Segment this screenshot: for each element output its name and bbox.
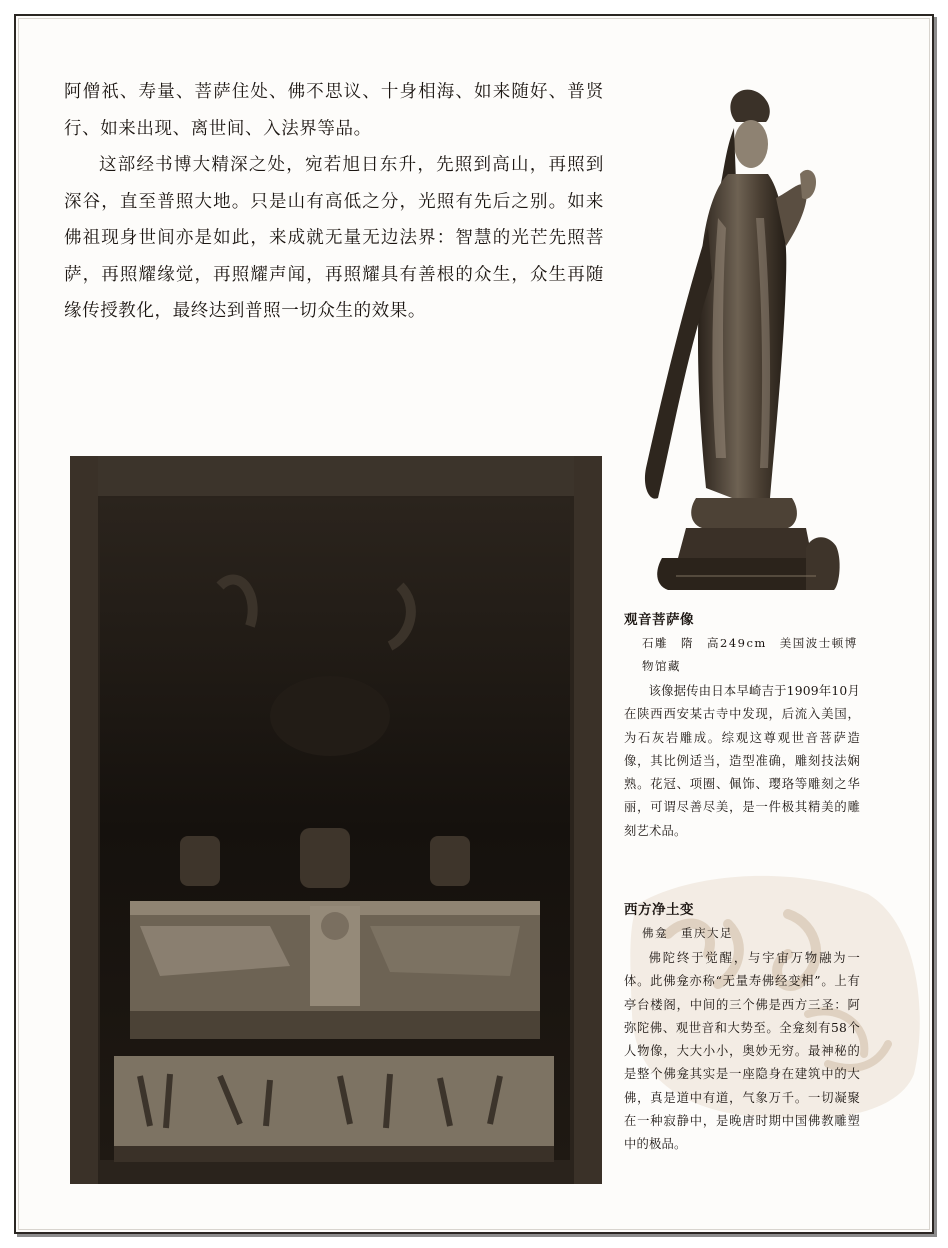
pure-land-caption-meta: 佛龛 重庆大足 [642,926,733,940]
guanyin-caption-meta: 石雕 隋 高249cm 美国波士顿博物馆藏 [642,636,858,673]
pure-land-caption-body: 佛陀终于觉醒，与宇宙万物融为一体。此佛龛亦称“无量寿佛经变相”。上有亭台楼阁，中间的三个佛是西方三圣：阿弥陀佛、观世音和大势至。全龛刻有58个人物像，大大小小，奥妙无穷。最神秘的是整个佛龛其实是一座隐身在建筑中的大佛，真是道中有道，气象万千。一切凝聚在一种寂静中，是晚唐时期中国佛教雕塑中的极品。 [624,951,860,1152]
guanyin-caption [624,608,860,843]
body-paragraph-2: 这部经书博大精深之处，宛若旭日东升，先照到高山，再照到深谷，直至普照大地。只是山有高低之分，光照有先后之别。如来佛祖现身世间亦是如此，来成就无量无边法界：智慧的光芒先照菩萨，再照耀缘觉，再照耀声闻，再照耀具有善根的众生，众生再随缘传授教化，最终达到普照一切众生的效果。 [64,155,604,321]
page-frame [14,14,934,1234]
pure-land-caption [624,898,860,1157]
guanyin-caption-body: 该像据传由日本早崎吉于1909年10月在陕西西安某古寺中发现，后流入美国，为石灰岩雕成。综观这尊观世音菩萨造像，其比例适当，造型准确，雕刻技法娴熟。花冠、项圈、佩饰、璎珞等雕刻之华丽，可谓尽善尽美，是一件极其精美的雕刻艺术品。 [624,684,860,838]
guanyin-statue-photo [616,78,848,600]
pure-land-caption-title: 西方净土变 [624,902,694,918]
pure-land-niche-photo [70,456,602,1184]
body-text [64,74,604,330]
body-paragraph-1: 阿僧祇、寿量、菩萨住处、佛不思议、十身相海、如来随好、普贤行、如来出现、离世间、入法界等品。 [64,82,604,139]
guanyin-caption-title: 观音菩萨像 [624,612,694,628]
